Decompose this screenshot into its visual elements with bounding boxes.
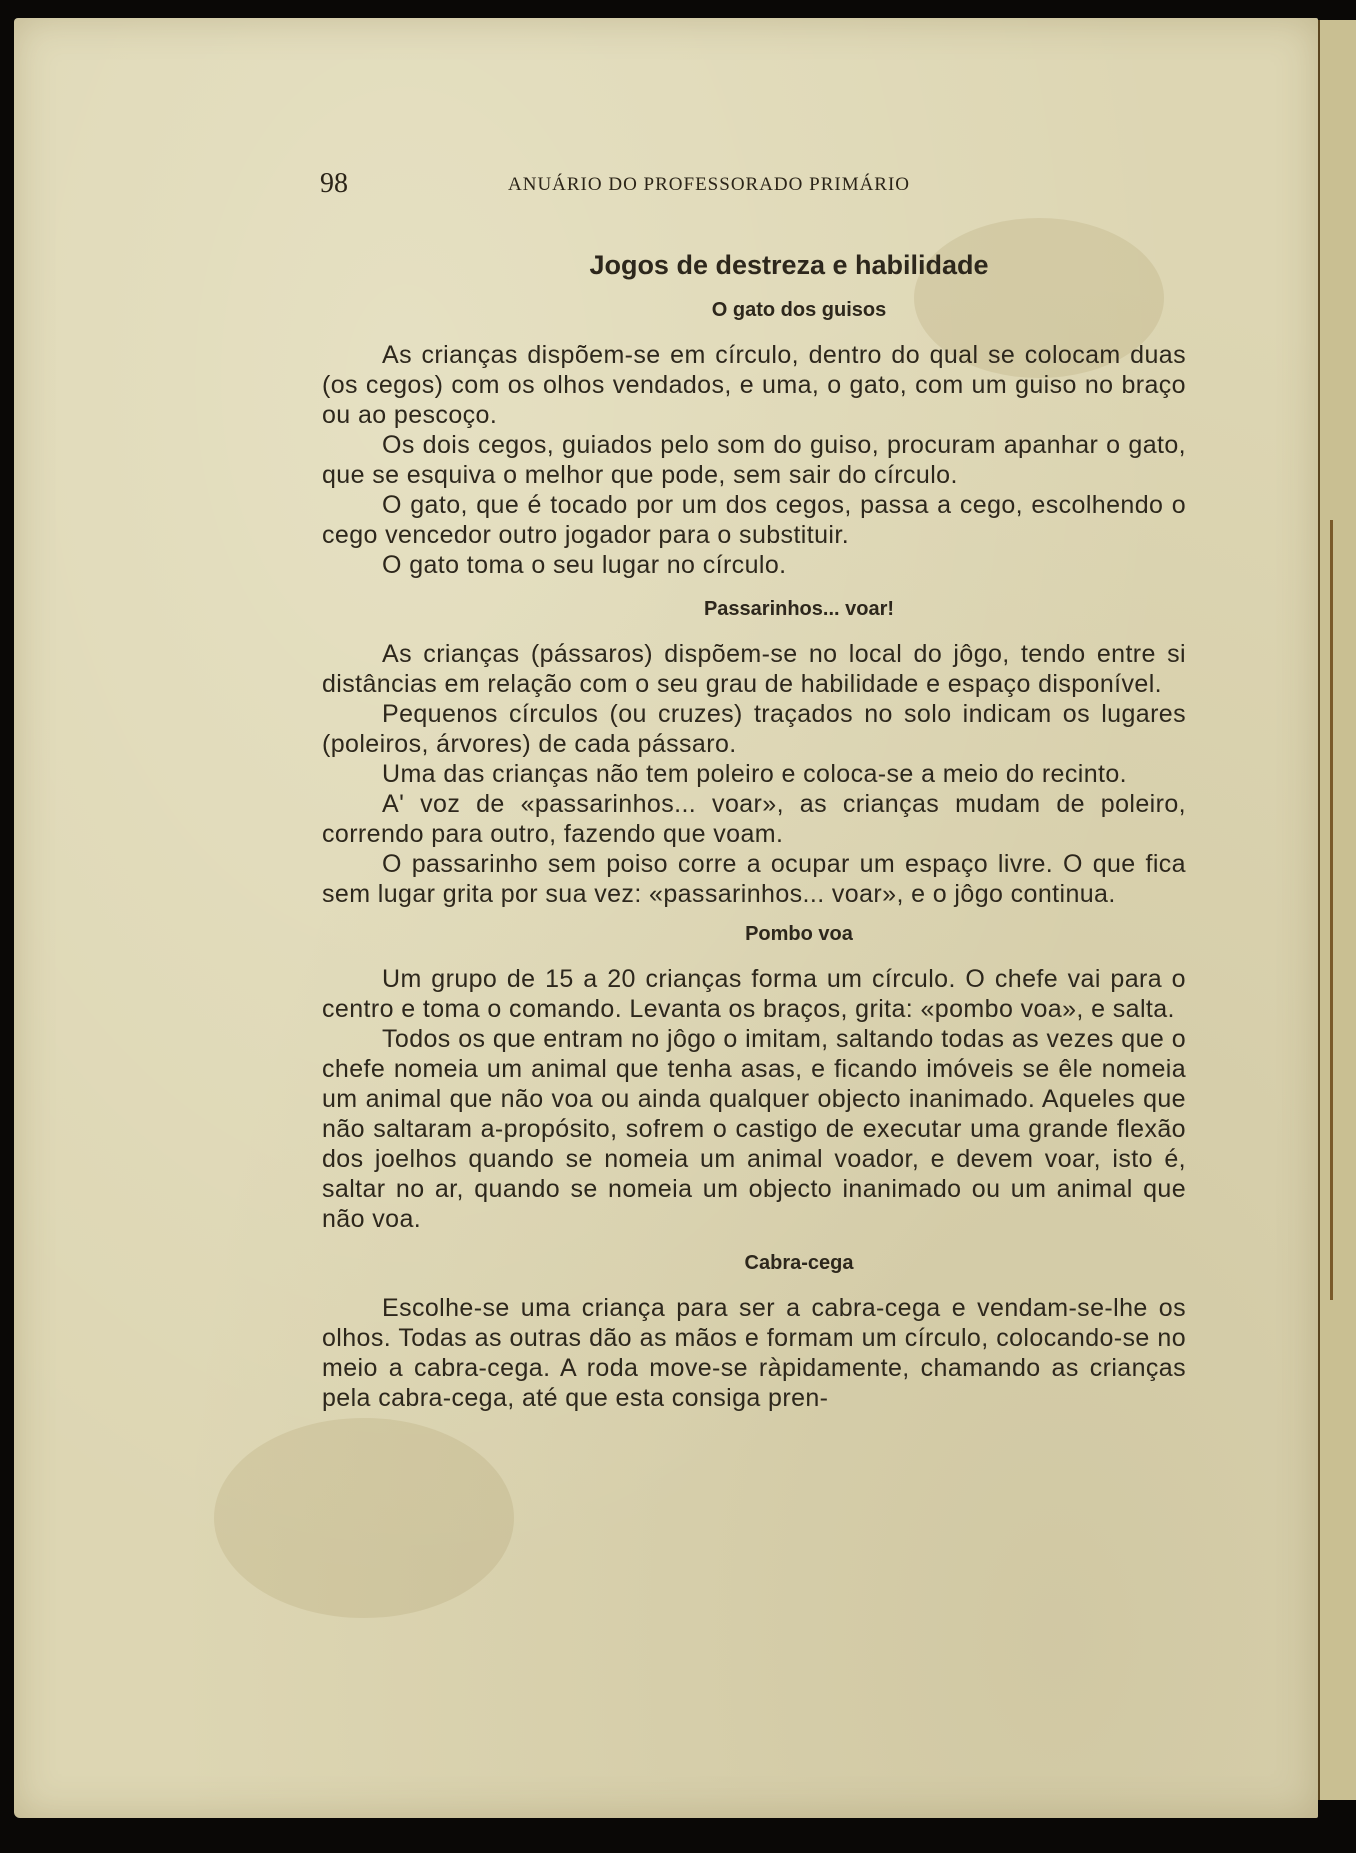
adjacent-page-edge bbox=[1318, 20, 1356, 1800]
page-header bbox=[320, 168, 1000, 198]
page-number: 98 bbox=[320, 168, 348, 199]
section-heading: Pombo voa bbox=[745, 923, 853, 945]
paragraph: Pequenos círculos (ou cruzes) traçados no solo indicam os lugares (poleiros, árvores) de cada pássaro. bbox=[322, 700, 1186, 758]
section-heading: Passarinhos... voar! bbox=[703, 598, 895, 620]
running-head: ANUÁRIO DO PROFESSORADO PRIMÁRIO bbox=[508, 174, 911, 195]
paragraph: As crianças dispõem-se em círculo, dentro do qual se colocam duas (os cegos) com os olhos vendados, e uma, o gato, com um guiso no braço ou ao pescoço. bbox=[322, 341, 1186, 429]
paragraph: O passarinho sem poiso corre a ocupar um espaço livre. O que fica sem lugar grita por sua vez: «passarinhos... voar», e o jôgo continua. bbox=[322, 850, 1186, 908]
paragraph: Uma das crianças não tem poleiro e coloca-se a meio do recinto. bbox=[382, 760, 1127, 788]
paragraph: Todos os que entram no jôgo o imitam, saltando todas as vezes que o chefe nomeia um animal que tenha asas, e ficando imóveis se êle nomeia um animal que não voa ou ainda qualquer objecto inanimado. Aqueles que não saltaram a-propósito, sofrem o castigo de executar uma grande flexão dos joelhos quando se nomeia um animal voador, e devem voar, isto é, saltar no ar, quando se nomeia um objecto inanimado ou um animal que não voa. bbox=[322, 1025, 1186, 1233]
article bbox=[322, 250, 1186, 1413]
paragraph: Um grupo de 15 a 20 crianças forma um círculo. O chefe vai para o centro e toma o comando. Levanta os braços, grita: «pombo voa», e salta. bbox=[322, 965, 1186, 1023]
section-heading: Cabra-cega bbox=[744, 1252, 854, 1274]
paragraph: O gato toma o seu lugar no círculo. bbox=[382, 551, 787, 579]
paragraph: A' voz de «passarinhos... voar», as crianças mudam de poleiro, correndo para outro, fazendo que voam. bbox=[322, 790, 1186, 848]
paragraph: O gato, que é tocado por um dos cegos, passa a cego, escolhendo o cego vencedor outro jogador para o substituir. bbox=[322, 491, 1186, 549]
paragraph: As crianças (pássaros) dispõem-se no local do jôgo, tendo entre si distâncias em relação com o seu grau de habilidade e espaço disponível. bbox=[322, 640, 1186, 698]
paragraph: Os dois cegos, guiados pelo som do guiso, procuram apanhar o gato, que se esquiva o melhor que pode, sem sair do círculo. bbox=[322, 431, 1186, 489]
article-title: Jogos de destreza e habilidade bbox=[589, 250, 989, 280]
section-heading: O gato dos guisos bbox=[711, 299, 887, 321]
paragraph: Escolhe-se uma criança para ser a cabra-cega e vendam-se-lhe os olhos. Todas as outras dão as mãos e formam um círculo, colocando-se no meio a cabra-cega. A roda move-se ràpidamente, chamando as crianças pela cabra-cega, até que esta consiga pren- bbox=[322, 1294, 1186, 1412]
